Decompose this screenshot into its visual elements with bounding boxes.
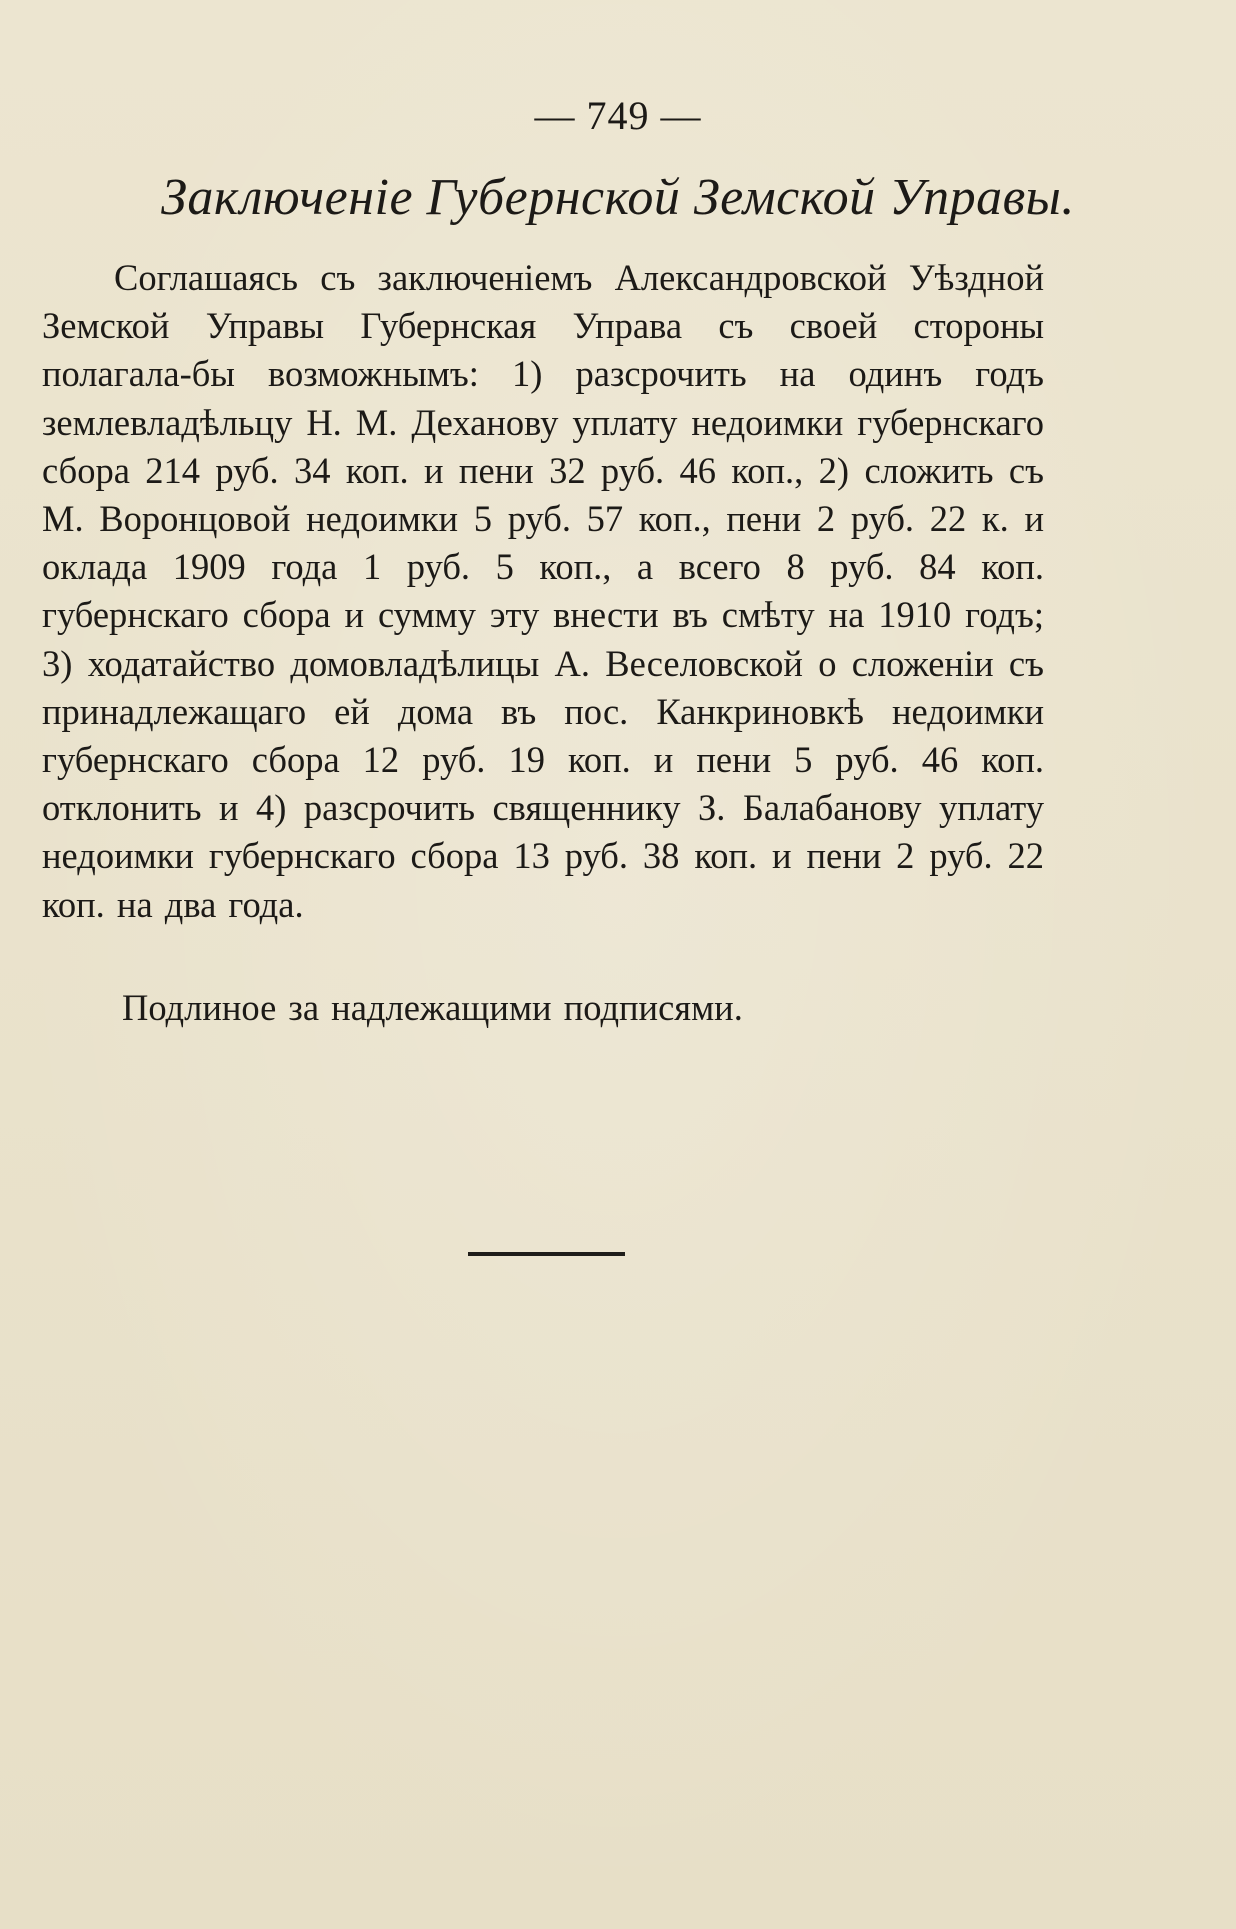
- section-heading: Заключенiе Губернской Земской Управы.: [161, 169, 1075, 226]
- page-number: — 749 —: [534, 93, 702, 138]
- horizontal-rule: [468, 1252, 625, 1256]
- body-paragraph: Соглашаясь съ заключенiемъ Александровской Уѣздной Земской Управы Губернская Управа съ своей стороны полагала-бы возможнымъ: 1) разсрочить на одинъ годъ землевладѣльцу Н. М. Деханову уплату недоимки губернскаго сбора 214 руб. 34 коп. и пени 32 руб. 46 коп., 2) сложить съ М. Воронцовой недоимки 5 руб. 57 коп., пени 2 руб. 22 к. и оклада 1909 года 1 руб. 5 коп., а всего 8 руб. 84 коп. губернскаго сбора и сумму эту внести въ смѣту на 1910 годъ; 3) ходатайство домовладѣлицы А. Веселовской о сложенiи съ принадлежащаго ей дома въ пос. Канкриновкѣ недоимки губернскаго сбора 12 руб. 19 коп. и пени 5 руб. 46 коп. отклонить и 4) разсрочить священнику З. Балабанову уплату недоимки губернскаго сбора 13 руб. 38 коп. и пени 2 руб. 22 коп. на два года.: [42, 257, 1044, 925]
- signature-note: Подлиное за надлежащими подписями.: [122, 987, 743, 1028]
